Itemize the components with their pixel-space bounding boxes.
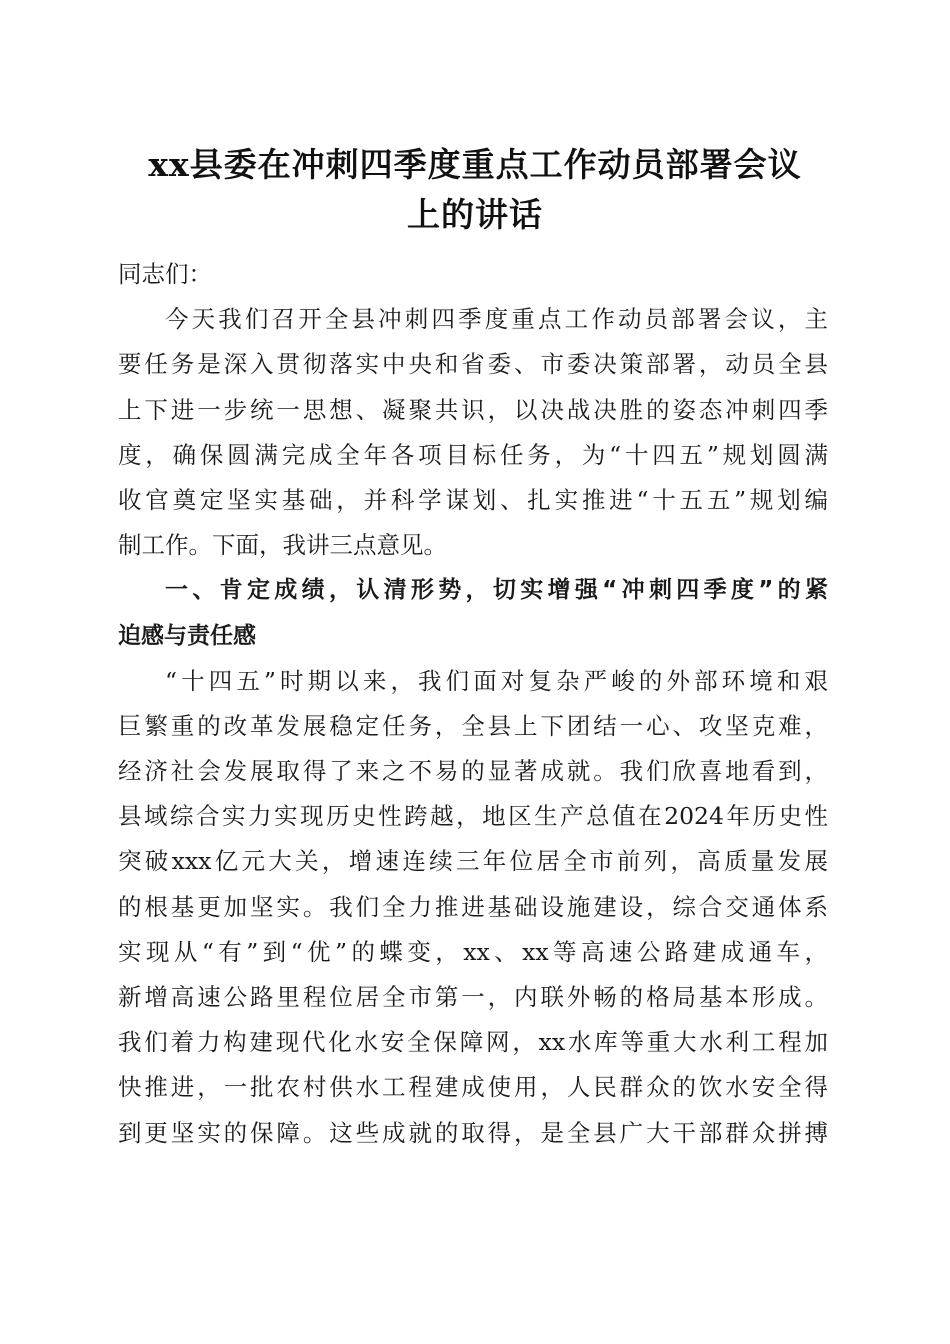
- paragraph-line: 的根基更加坚实。我们全力推进基础设施建设，综合交通体系: [118, 892, 828, 921]
- salutation: 同志们：: [118, 260, 212, 288]
- paragraph-line: 实现从“有”到“优”的蝶变，xx、xx等高速公路建成通车，: [118, 937, 828, 966]
- paragraph-line: 度，确保圆满完成全年各项目标任务，为“十四五”规划圆满: [118, 440, 828, 469]
- paragraph-line: 新增高速公路里程位居全市第一，内联外畅的格局基本形成。: [118, 983, 828, 1011]
- document-title: [80, 140, 870, 240]
- paragraph-line: 收官奠定坚实基础，并科学谋划、扎实推进“十五五”规划编: [118, 485, 828, 514]
- paragraph-line: 今天我们召开全县冲刺四季度重点工作动员部署会议，主: [165, 305, 828, 334]
- heading-line: 迫感与责任感: [118, 622, 256, 649]
- paragraph-line: 经济社会发展取得了来之不易的显著成就。我们欣喜地看到，: [118, 757, 828, 786]
- paragraph-line: 巨繁重的改革发展稳定任务，全县上下团结一心、攻坚克难，: [118, 711, 828, 740]
- document-body: [118, 252, 828, 1156]
- paragraph-line: 到更坚实的保障。这些成就的取得，是全县广大干部群众拼搏: [118, 1118, 828, 1147]
- paragraph-line: “十四五”时期以来，我们面对复杂严峻的外部环境和艰: [165, 666, 828, 695]
- paragraph-line: 上下进一步统一思想、凝聚共识，以决战决胜的姿态冲刺四季: [118, 395, 828, 424]
- paragraph-achievements: [118, 659, 828, 1156]
- paragraph-line: 我们着力构建现代化水安全保障网，xx水库等重大水利工程加: [118, 1028, 828, 1057]
- paragraph-line: 制工作。下面，我讲三点意见。: [118, 531, 447, 560]
- title-line: 上的讲话: [407, 195, 543, 234]
- paragraph-line: 突破xxx亿元大关，增速连续三年位居全市前列，高质量发展: [118, 847, 828, 876]
- paragraph-intro: [118, 297, 828, 568]
- heading-line: 一、肯定成绩，认清形势，切实增强“冲刺四季度”的紧: [165, 577, 828, 604]
- title-line: xx县委在冲刺四季度重点工作动员部署会议: [148, 145, 802, 184]
- paragraph-line: 县域综合实力实现历史性跨越，地区生产总值在2024年历史性: [118, 802, 828, 831]
- paragraph-line: 要任务是深入贯彻落实中央和省委、市委决策部署，动员全县: [118, 350, 828, 379]
- section-heading-1: [118, 568, 828, 658]
- paragraph-line: 快推进，一批农村供水工程建成使用，人民群众的饮水安全得: [118, 1073, 828, 1102]
